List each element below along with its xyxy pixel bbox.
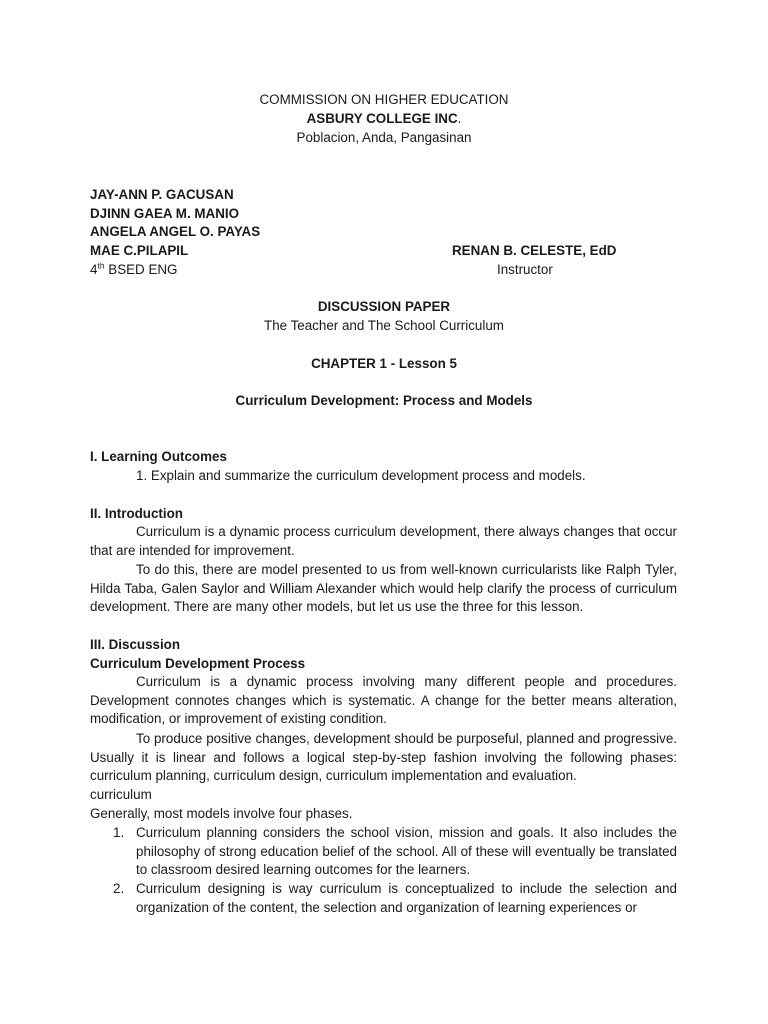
discussion-subheading: Curriculum Development Process xyxy=(90,656,306,671)
lesson-topic: Curriculum Development: Process and Models xyxy=(235,393,533,408)
learning-outcome-item: 1. Explain and summarize the curriculum development process and models. xyxy=(136,468,586,483)
college-name-text: ASBURY COLLEGE INC xyxy=(306,111,458,126)
college-address: Poblacion, Anda, Pangasinan xyxy=(296,130,472,145)
commission-heading: COMMISSION ON HIGHER EDUCATION xyxy=(259,92,509,107)
introduction-paragraph: Curriculum is a dynamic process curriculum development, there always changes that occur that are intended for improvement. xyxy=(90,524,677,558)
paper-type: DISCUSSION PAPER xyxy=(317,299,451,314)
year-level-number: 4 xyxy=(90,262,98,277)
author-name: JAY-ANN P. GACUSAN xyxy=(90,187,234,202)
discussion-heading: III. Discussion xyxy=(90,637,181,652)
year-level-suffix: th xyxy=(97,260,105,271)
list-item-number: 1. xyxy=(113,825,125,840)
college-name-period: . xyxy=(457,111,462,126)
introduction-paragraph: To do this, there are model presented to us from well-known curricularists like Ralph Tyler, Hilda Taba, Galen Saylor and William Alexander which would help clarify the process of curriculum development. There are many other models, but let us use the three for this lesson. xyxy=(90,562,677,615)
phases-intro: Generally, most models involve four phases. xyxy=(90,806,353,821)
discussion-paragraph: To produce positive changes, development should be purposeful, planned and progressive. Usually it is linear and follows a logical step-by-step fashion involving the following phases: curriculum planning, curriculum design, curriculum implementation and evaluation. xyxy=(90,731,677,784)
discussion-paragraph-tail: curriculum xyxy=(90,787,152,802)
discussion-paragraph: Curriculum is a dynamic process involving many different people and procedures. Development connotes changes which is systematic. A change for the better means alteration, modification, or improvement of existing condition. xyxy=(90,674,677,727)
year-level-course: BSED ENG xyxy=(104,262,178,277)
author-name: DJINN GAEA M. MANIO xyxy=(90,206,240,221)
list-item: Curriculum planning considers the school vision, mission and goals. It also includes the philosophy of strong education belief of the school. All of these will eventually be translated to classroom desired learning outcomes for the learners. xyxy=(136,825,677,878)
learning-outcomes-heading: I. Learning Outcomes xyxy=(90,449,227,464)
author-name: ANGELA ANGEL O. PAYAS xyxy=(90,224,261,239)
college-name xyxy=(0,110,768,129)
chapter-title: CHAPTER 1 - Lesson 5 xyxy=(311,356,457,371)
paper-subject: The Teacher and The School Curriculum xyxy=(264,318,504,333)
year-level xyxy=(90,261,177,280)
author-name: MAE C.PILAPIL xyxy=(90,243,189,258)
introduction-heading: II. Introduction xyxy=(90,506,183,521)
instructor-role: Instructor xyxy=(497,262,553,277)
instructor-name: RENAN B. CELESTE, EdD xyxy=(452,243,617,258)
list-item-number: 2. xyxy=(113,881,125,896)
list-item: Curriculum designing is way curriculum is conceptualized to include the selection and organization of the content, the selection and organization of learning experiences or xyxy=(136,881,677,915)
